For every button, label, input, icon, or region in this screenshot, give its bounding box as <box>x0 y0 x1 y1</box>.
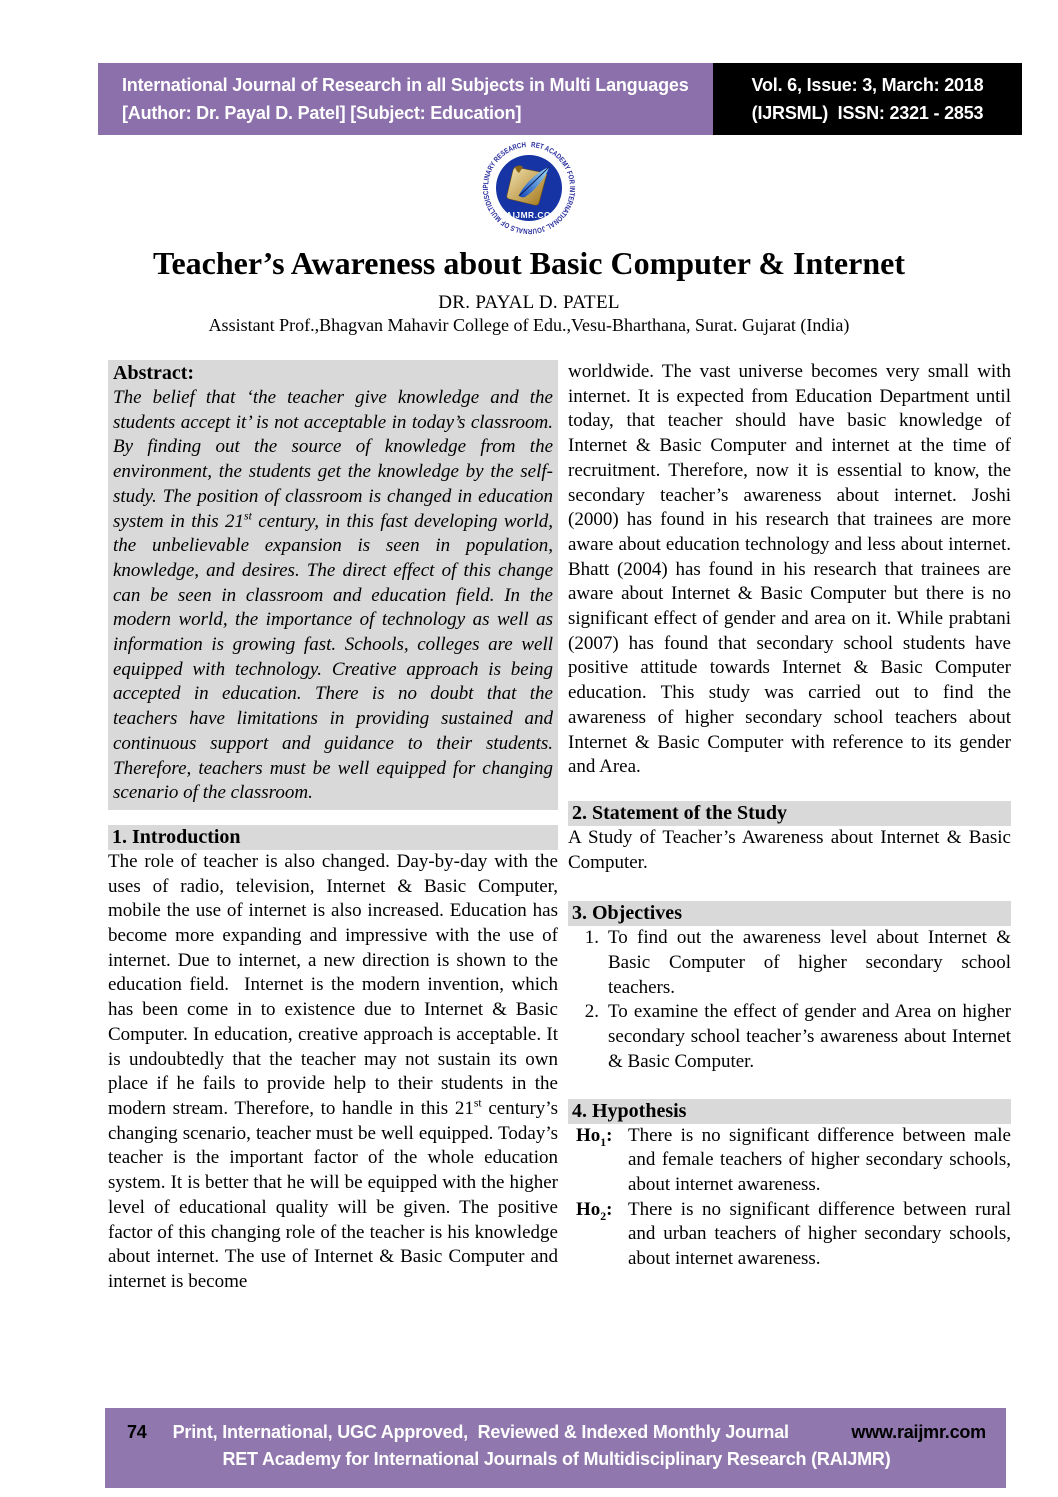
introduction-text <box>108 850 558 1295</box>
journal-header-right <box>713 63 1022 135</box>
objective-text: To find out the awareness level about Internet & Basic Computer of higher secondary school teachers. <box>608 927 1011 998</box>
objective-number: 1. <box>584 927 599 949</box>
footer-academy-line: RET Academy for International Journals of Multidisciplinary Research (RAIJMR) <box>222 1449 891 1469</box>
abstract-heading: Abstract: <box>113 362 195 384</box>
logo-ring-text: RET ACADEMY FOR INTERNATIONAL JOURNALS OF MULTIDISCIPLINARY RESEARCH <box>480 139 578 237</box>
introduction-text-part1: The role of teacher is also changed. Day-by-day with the uses of radio, television, Internet & Basic Computer, mobile the use of internet is also increased. Education has become more expanding and impressive with the use of internet. Due to internet, a new direction is shown to the education field. Internet is the modern invention, which has been come in to existence due to Internet & Basic Computer. In education, creative approach is acceptable. It is undoubtedly that the teacher may not sustain its own place if he fails to provide help to their students in the modern stream. Therefore, to handle in this 21 <box>108 850 558 1119</box>
statement-heading: 2. Statement of the Study <box>568 801 1011 826</box>
hypothesis-heading: 4. Hypothesis <box>568 1099 1011 1124</box>
subscript-2: 2 <box>600 1209 607 1223</box>
article-body <box>108 360 1011 1295</box>
hypothesis-label-base: Ho <box>576 1124 601 1146</box>
hypothesis-item <box>568 1124 1011 1198</box>
left-column <box>108 360 558 1295</box>
volume-issue-line: Vol. 6, Issue: 3, March: 2018 <box>751 75 984 95</box>
page-number: 74 <box>127 1422 147 1442</box>
introduction-text-part2: century’s changing scenario, teacher must be well equipped. Today’s teacher is the important factor of the whole education system. It is better that he will be equipped with the higher level of educational quality will be given. The positive factor of this changing role of the teacher is his knowledge about internet. The use of Internet & Basic Computer and internet is become <box>108 1097 558 1292</box>
objective-text: To examine the effect of gender and Area on higher secondary school teacher’s awareness about Internet & Basic Computer. <box>608 1001 1011 1072</box>
abstract-text <box>113 386 553 806</box>
hypothesis-label <box>568 1124 628 1198</box>
hypothesis-list <box>568 1124 1011 1272</box>
objective-item <box>568 1000 1011 1074</box>
superscript-st: st <box>473 1096 482 1110</box>
journal-header <box>98 63 1022 135</box>
right-column <box>568 360 1011 1295</box>
abstract-section <box>108 360 558 810</box>
objectives-list <box>568 926 1011 1074</box>
author-name: DR. PAYAL D. PATEL <box>438 292 620 313</box>
journal-title-line: International Journal of Research in all Subjects in Multi Languages <box>122 75 689 95</box>
journal-header-left <box>98 63 713 135</box>
objective-item <box>568 926 1011 1000</box>
raijmr-logo <box>468 138 590 238</box>
hypothesis-label-colon: : <box>606 1198 613 1220</box>
hypothesis-item <box>568 1198 1011 1272</box>
superscript-st: st <box>244 509 252 523</box>
introduction-heading: 1. Introduction <box>108 825 558 850</box>
hypothesis-text: There is no significant difference between rural and urban teachers of higher secondary schools, about internet awareness. <box>628 1198 1011 1270</box>
author-affiliation: Assistant Prof.,Bhagvan Mahavir College of Edu.,Vesu-Bharthana, Surat. Gujarat (India) <box>208 315 850 335</box>
hypothesis-label <box>568 1198 628 1272</box>
issn-line: (IJRSML) ISSN: 2321 - 2853 <box>751 103 984 123</box>
abstract-text-part1: The belief that ‘the teacher give knowledge and the students accept it’ is not acceptable in today’s classroom. By finding out the source of knowledge from the environment, the students get the knowledge by the self-study. The position of classroom is changed in education system in this 21 <box>113 387 553 532</box>
footer-journal-info: Print, International, UGC Approved, Reviewed & Indexed Monthly Journal <box>172 1422 789 1442</box>
abstract-text-part2: century, in this fast developing world, the unbelievable expansion is seen in population, knowledge, and desires. The direct effect of this change can be seen in classroom and education field. In the modern world, the importance of technology as well as information is growing fast. Schools, colleges are well equipped with technology. Creative approach is being accepted in education. There is no doubt that the teachers have limitations in providing sustained and continuous support and guidance to their students. Therefore, teachers must be well equipped for changing scenario of the classroom. <box>113 510 553 804</box>
page-title: Teacher’s Awareness about Basic Computer & Internet <box>153 245 905 281</box>
footer-website: www.raijmr.com <box>851 1422 986 1442</box>
subscript-1: 1 <box>600 1135 607 1149</box>
logo-container <box>0 138 1058 243</box>
statement-text: A Study of Teacher’s Awareness about Internet & Basic Computer. <box>568 826 1011 873</box>
logo-center-text: RAIJMR.COM <box>499 210 559 220</box>
hypothesis-label-base: Ho <box>576 1198 601 1220</box>
journal-footer <box>105 1408 1006 1488</box>
footer-line1 <box>127 1419 986 1446</box>
hypothesis-text: There is no significant difference between male and female teachers of higher secondary schools, about internet awareness. <box>628 1124 1011 1195</box>
introduction-continued-text: worldwide. The vast universe becomes very small with internet. It is expected from Education Department until today, that teacher should have basic knowledge of Internet & Basic Computer and internet at the time of recruitment. Therefore, now it is essential to know, the secondary teacher’s awareness about internet. Joshi (2000) has found in his research that trainees are more aware about education technology and less about internet. Bhatt (2004) has found in his research that trainees are aware about Internet & Basic Computer but there is no significant effect of gender and area on it. While prabtani (2007) has found that secondary school students have positive attitude towards Internet & Basic Computer education. This study was carried out to find the awareness of higher secondary school teachers about Internet & Basic Computer with reference to its gender and Area. <box>568 361 1011 778</box>
objective-number: 2. <box>584 1001 599 1023</box>
hypothesis-label-colon: : <box>606 1124 613 1146</box>
objectives-heading: 3. Objectives <box>568 901 1011 926</box>
author-subject-line: [Author: Dr. Payal D. Patel] [Subject: Education] <box>122 103 522 123</box>
